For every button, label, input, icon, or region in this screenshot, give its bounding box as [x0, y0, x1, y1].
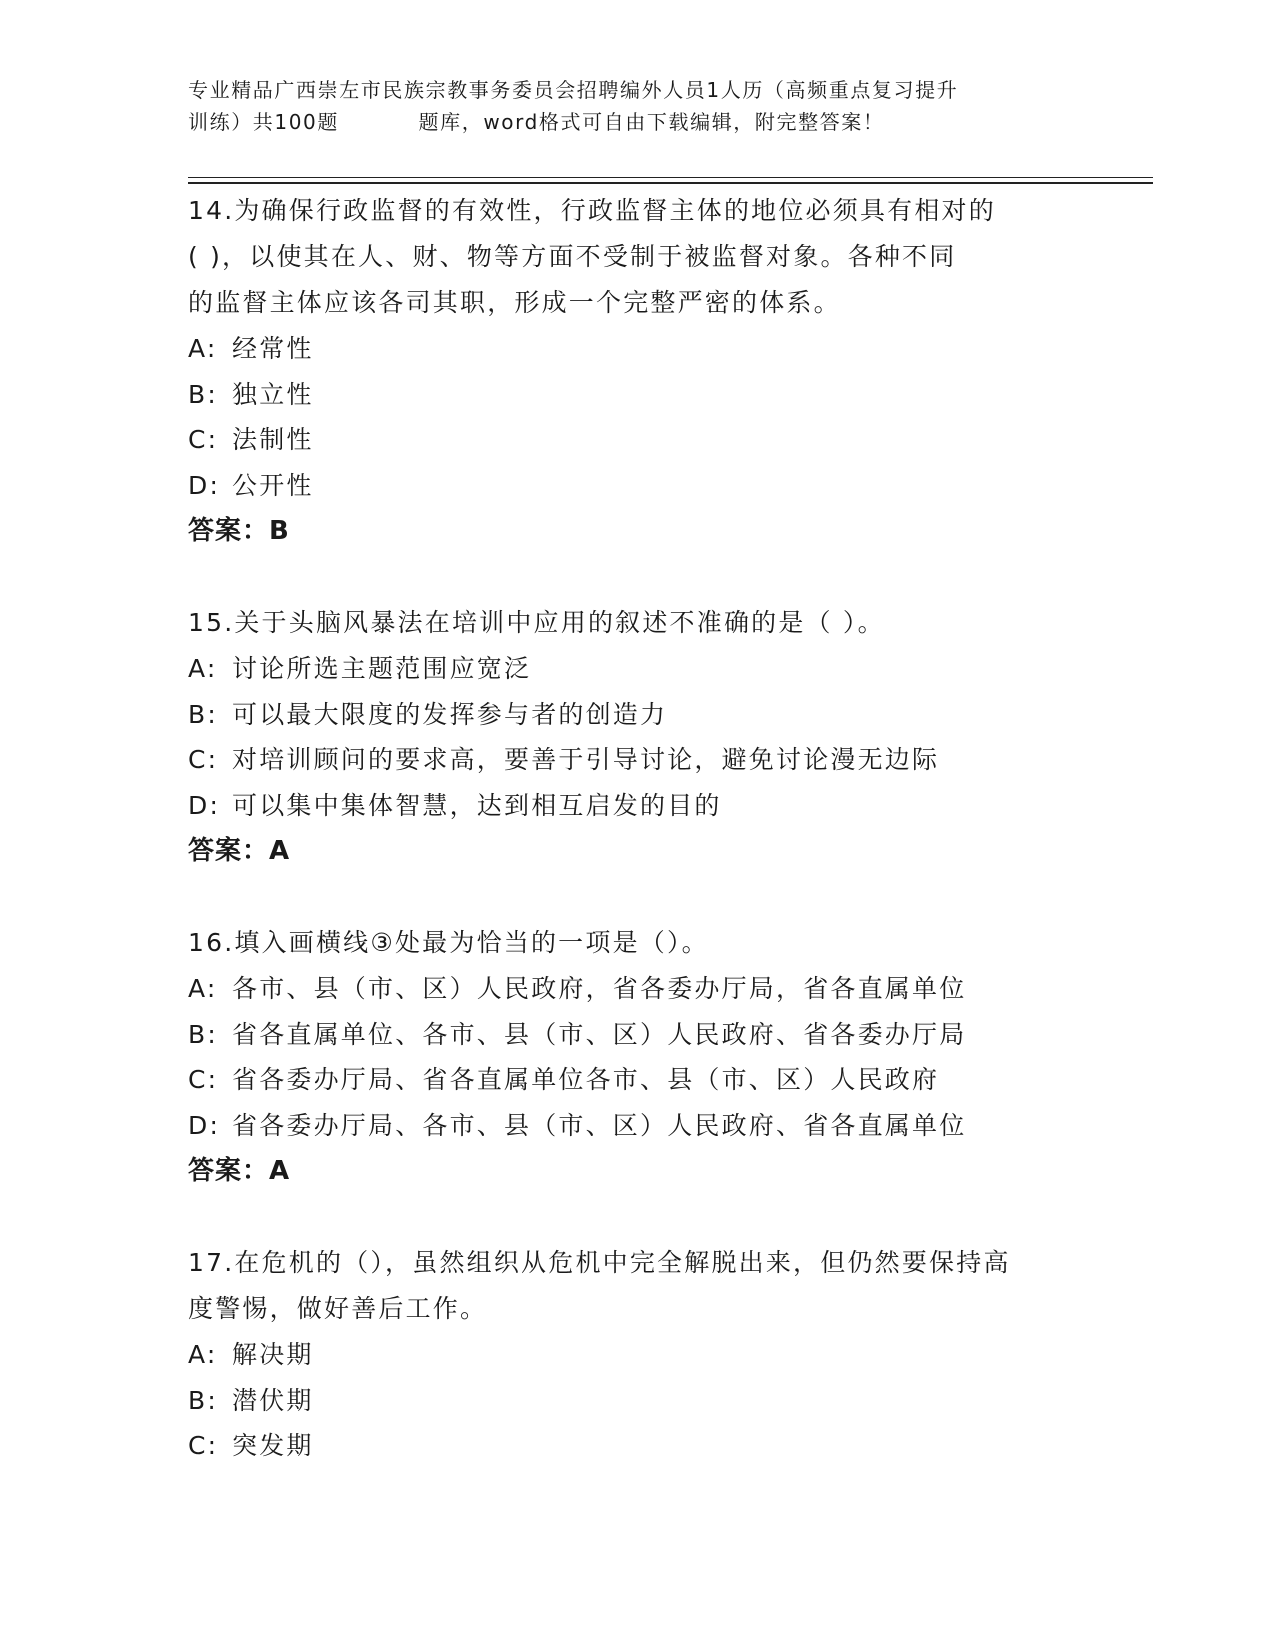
option-a	[188, 326, 1088, 372]
option-text: 对培训顾问的要求高，要善于引导讨论，避免讨论漫无边际	[232, 745, 940, 774]
question-stem	[188, 1240, 1088, 1332]
option-key: C:	[188, 1065, 219, 1094]
option-c	[188, 737, 1088, 783]
question-stem-line: ( )，以使其在人、财、物等方面不受制于被监督对象。各种不同	[188, 242, 957, 271]
option-text: 省各委办厅局、省各直属单位各市、县（市、区）人民政府	[232, 1065, 940, 1094]
option-text: 省各委办厅局、各市、县（市、区）人民政府、省各直属单位	[232, 1110, 967, 1140]
option-key: B:	[188, 379, 218, 409]
question-list	[188, 188, 1088, 1469]
option-key: A:	[188, 334, 218, 363]
option-text: 经常性	[232, 334, 314, 363]
option-key: D:	[188, 470, 221, 500]
option-a	[188, 646, 1088, 692]
option-text: 解决期	[232, 1340, 314, 1369]
question-stem	[188, 600, 1088, 646]
option-key: D:	[188, 1110, 221, 1140]
header-title-line-1: 专业精品广西崇左市民族宗教事务委员会招聘编外人员1人历（高频重点复习提升	[188, 78, 959, 102]
question-stem-line: 14.为确保行政监督的有效性，行政监督主体的地位必须具有相对的	[188, 196, 996, 225]
option-key: A:	[188, 974, 218, 1003]
option-key: B:	[188, 1385, 218, 1415]
option-a	[188, 1332, 1088, 1378]
option-b	[188, 1378, 1088, 1424]
question-stem	[188, 188, 1088, 326]
question-stem	[188, 920, 1088, 966]
question-stem-line: 度警惕，做好善后工作。	[188, 1294, 488, 1323]
option-b	[188, 1012, 1088, 1058]
option-c	[188, 1423, 1088, 1469]
answer-line: 答案：B	[188, 516, 290, 546]
question-spacer	[188, 1194, 1088, 1240]
option-b	[188, 692, 1088, 738]
header-divider-bottom	[188, 182, 1153, 184]
option-c	[188, 1057, 1088, 1103]
question-stem-line: 的监督主体应该各司其职，形成一个完整严密的体系。	[188, 288, 841, 317]
option-key: B:	[188, 699, 218, 729]
option-key: C:	[188, 425, 219, 454]
question-stem-line: 15.关于头脑风暴法在培训中应用的叙述不准确的是（ ）。	[188, 608, 885, 637]
option-text: 省各直属单位、各市、县（市、区）人民政府、省各委办厅局	[232, 1019, 967, 1049]
option-d	[188, 783, 1088, 829]
question-14	[188, 188, 1088, 554]
option-text: 公开性	[232, 470, 314, 500]
option-d	[188, 463, 1088, 509]
answer-line: 答案：A	[188, 836, 291, 866]
answer-line: 答案：A	[188, 1156, 291, 1186]
question-17	[188, 1240, 1088, 1469]
question-stem-line: 16.填入画横线③处最为恰当的一项是（）。	[188, 928, 709, 957]
option-text: 讨论所选主题范围应宽泛	[232, 654, 532, 683]
option-key: C:	[188, 1431, 219, 1460]
option-d	[188, 1103, 1088, 1149]
question-16	[188, 920, 1088, 1194]
option-text: 法制性	[232, 425, 314, 454]
option-text: 可以最大限度的发挥参与者的创造力	[232, 699, 668, 729]
header-title-line-2: 训练）共100题 题库，word格式可自由下载编辑，附完整答案！	[188, 110, 885, 134]
option-text: 各市、县（市、区）人民政府，省各委办厅局，省各直属单位	[232, 974, 967, 1003]
question-15	[188, 600, 1088, 874]
option-key: A:	[188, 1340, 218, 1369]
option-key: A:	[188, 654, 218, 683]
option-key: C:	[188, 745, 219, 774]
option-text: 可以集中集体智慧，达到相互启发的目的	[232, 790, 722, 820]
option-text: 独立性	[232, 379, 314, 409]
option-key: D:	[188, 790, 221, 820]
question-spacer	[188, 874, 1088, 920]
option-key: B:	[188, 1019, 218, 1049]
header-divider-top	[188, 177, 1153, 178]
option-text: 潜伏期	[232, 1385, 314, 1415]
option-c	[188, 417, 1088, 463]
question-stem-line: 17.在危机的（），虽然组织从危机中完全解脱出来，但仍然要保持高	[188, 1248, 1011, 1277]
option-b	[188, 372, 1088, 418]
question-spacer	[188, 554, 1088, 600]
option-a	[188, 966, 1088, 1012]
document-header	[188, 74, 1088, 138]
option-text: 突发期	[232, 1431, 314, 1460]
